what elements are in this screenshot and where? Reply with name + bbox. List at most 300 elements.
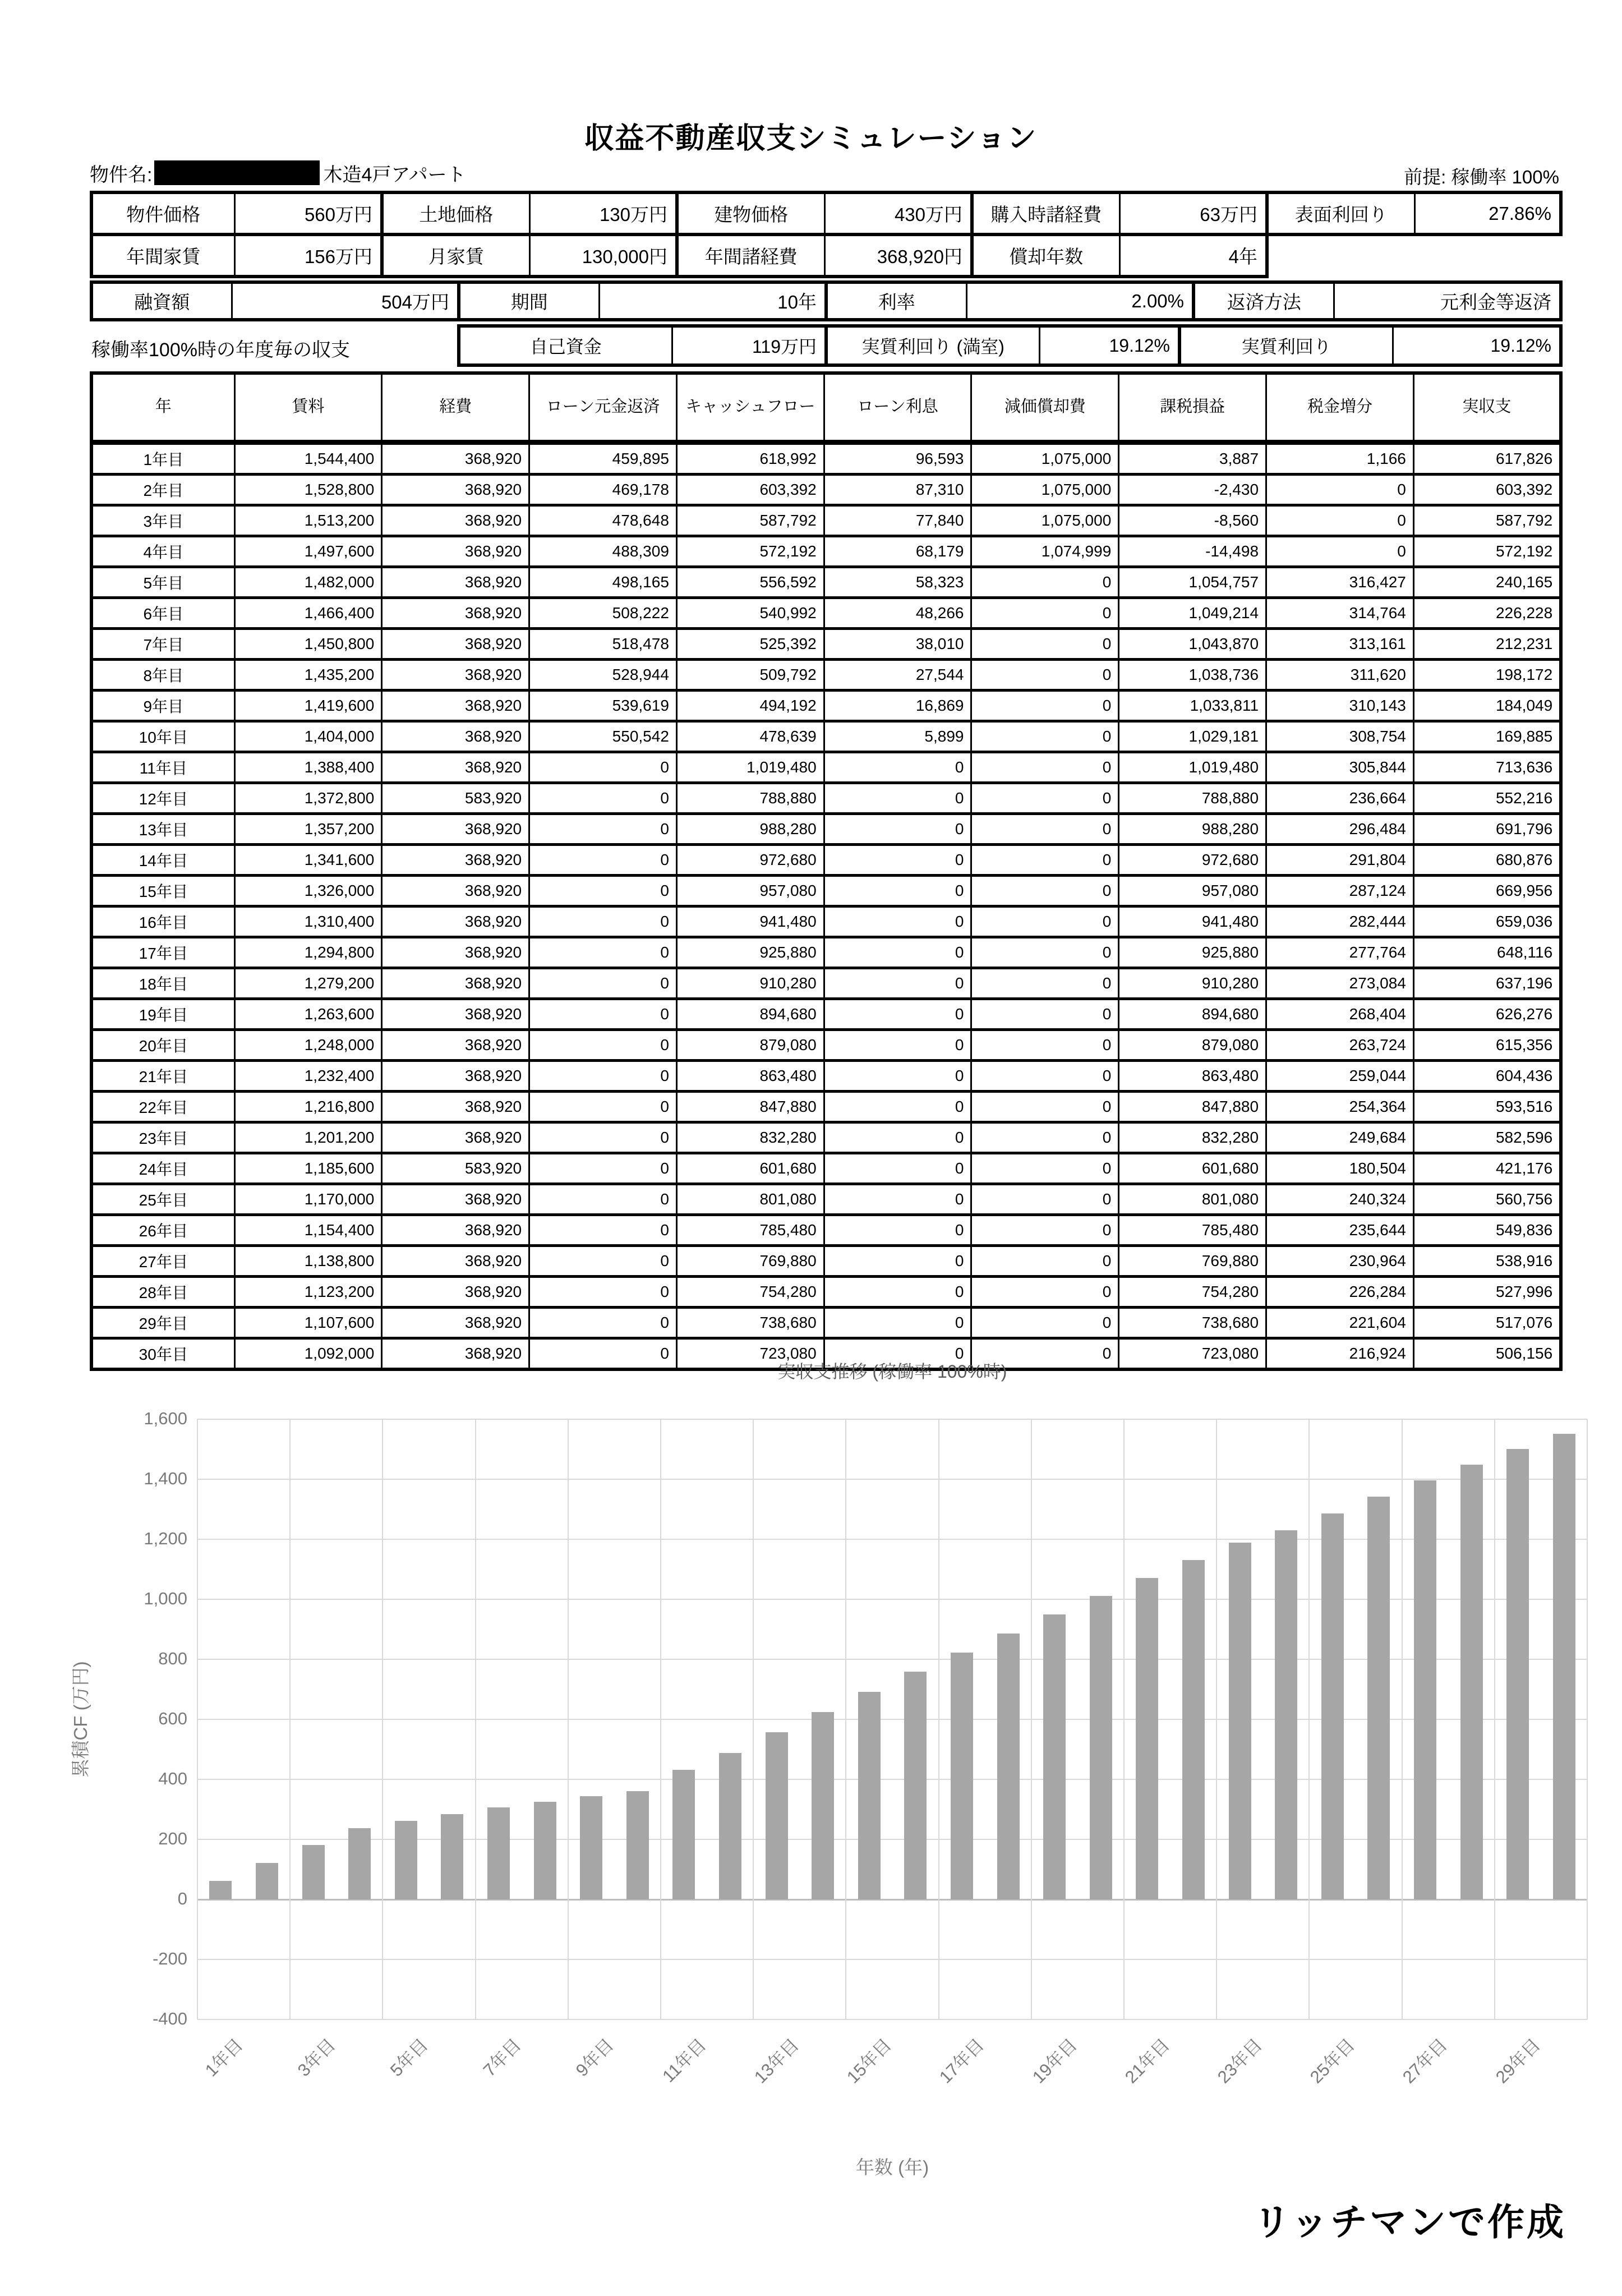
column-header: ローン元金返済	[529, 373, 677, 443]
table-row	[91, 907, 1561, 937]
value-cell: 0	[824, 1184, 971, 1215]
value-cell: 0	[824, 1061, 971, 1092]
value-cell: 583,920	[382, 1153, 529, 1184]
field-label: 月家賃	[382, 234, 529, 277]
table-row	[91, 937, 1561, 968]
value-cell: 0	[971, 1308, 1119, 1338]
value-cell: 368,920	[382, 1215, 529, 1246]
annual-section-label: 稼働率100%時の年度毎の収支	[91, 339, 350, 361]
value-cell: 0	[971, 907, 1119, 937]
value-cell: 368,920	[382, 443, 529, 475]
property-name-label: 物件名:	[90, 164, 153, 186]
value-cell: 1,075,000	[971, 475, 1119, 505]
cumulative-cf-bar	[395, 1821, 417, 1899]
x-tick-label: 17年目	[936, 2035, 988, 2087]
table-row	[91, 505, 1561, 536]
column-header: 実収支	[1413, 373, 1561, 443]
table-row	[91, 536, 1561, 567]
value-cell: 0	[529, 1030, 677, 1061]
column-header: ローン利息	[824, 373, 971, 443]
value-cell: 723,080	[676, 1338, 824, 1370]
value-cell: 0	[1266, 505, 1414, 536]
value-cell: 785,480	[1119, 1215, 1266, 1246]
value-cell: 879,080	[676, 1030, 824, 1061]
value-cell: 988,280	[1119, 814, 1266, 845]
value-cell: 582,596	[1413, 1122, 1561, 1153]
value-cell: 0	[971, 629, 1119, 660]
value-cell: 268,404	[1266, 999, 1414, 1030]
cumulative-cf-bar	[1506, 1449, 1529, 1899]
x-tick-label: 27年目	[1399, 2035, 1451, 2087]
value-cell: 0	[529, 845, 677, 876]
table-row	[91, 443, 1561, 475]
year-cell: 23年目	[91, 1122, 234, 1153]
value-cell: 648,116	[1413, 937, 1561, 968]
value-cell: 847,880	[1119, 1092, 1266, 1122]
value-cell: 77,840	[824, 505, 971, 536]
year-cell: 30年目	[91, 1338, 234, 1370]
value-cell: 368,920	[382, 1277, 529, 1308]
value-cell: 0	[529, 1246, 677, 1277]
field-label: 実質利回り (満室)	[826, 326, 1039, 365]
field-value: 430万円	[824, 192, 972, 234]
cumulative-cf-bar	[672, 1770, 695, 1899]
column-header: 税金増分	[1266, 373, 1414, 443]
field-label: 償却年数	[972, 234, 1119, 277]
value-cell: 0	[971, 598, 1119, 629]
value-cell: 0	[824, 1308, 971, 1338]
value-cell: 738,680	[1119, 1308, 1266, 1338]
year-cell: 4年目	[91, 536, 234, 567]
value-cell: 308,754	[1266, 721, 1414, 752]
cumulative-cf-bar	[812, 1712, 834, 1899]
value-cell: 0	[971, 1246, 1119, 1277]
value-cell: 550,542	[529, 721, 677, 752]
field-value: 368,920円	[824, 234, 972, 277]
value-cell: 184,049	[1413, 691, 1561, 721]
value-cell: 368,920	[382, 1338, 529, 1370]
field-label: 購入時諸経費	[972, 192, 1119, 234]
value-cell: 1,513,200	[234, 505, 382, 536]
field-value: 4年	[1119, 234, 1267, 277]
x-tick-label: 29年目	[1491, 2035, 1544, 2087]
table-row	[91, 660, 1561, 691]
value-cell: 801,080	[1119, 1184, 1266, 1215]
value-cell: 291,804	[1266, 845, 1414, 876]
value-cell: 1,263,600	[234, 999, 382, 1030]
value-cell: 788,880	[1119, 783, 1266, 814]
year-cell: 17年目	[91, 937, 234, 968]
value-cell: 311,620	[1266, 660, 1414, 691]
x-gridline	[475, 1419, 476, 2019]
value-cell: 0	[971, 968, 1119, 999]
field-label: 年間諸経費	[677, 234, 824, 277]
y-tick-label: 1,200	[144, 1529, 187, 1548]
value-cell: 556,592	[676, 567, 824, 598]
value-cell: 1,216,800	[234, 1092, 382, 1122]
value-cell: 0	[824, 999, 971, 1030]
value-cell: 0	[824, 876, 971, 907]
value-cell: 517,076	[1413, 1308, 1561, 1338]
x-gridline	[289, 1419, 291, 2019]
value-cell: 941,480	[676, 907, 824, 937]
value-cell: 68,179	[824, 536, 971, 567]
value-cell: 235,644	[1266, 1215, 1414, 1246]
field-label: 融資額	[91, 282, 232, 320]
value-cell: 226,284	[1266, 1277, 1414, 1308]
value-cell: 1,074,999	[971, 536, 1119, 567]
value-cell: 314,764	[1266, 598, 1414, 629]
field-value: 2.00%	[966, 282, 1194, 320]
table-row	[91, 1061, 1561, 1092]
table-row	[91, 1308, 1561, 1338]
value-cell: 1,341,600	[234, 845, 382, 876]
value-cell: 230,964	[1266, 1246, 1414, 1277]
value-cell: 1,107,600	[234, 1308, 382, 1338]
y-gridline	[197, 2019, 1587, 2020]
page-title: 収益不動産収支シミュレーション	[584, 122, 1038, 155]
value-cell: 368,920	[382, 505, 529, 536]
value-cell: 368,920	[382, 691, 529, 721]
field-value: 504万円	[232, 282, 459, 320]
y-tick-label: -400	[152, 2009, 187, 2028]
y-tick-label: 600	[158, 1709, 187, 1728]
value-cell: 0	[529, 752, 677, 783]
x-tick-label: 19年目	[1028, 2035, 1081, 2087]
cumulative-cf-bar	[719, 1753, 741, 1899]
field-value: 156万円	[234, 234, 382, 277]
value-cell: 0	[824, 1277, 971, 1308]
value-cell: 368,920	[382, 1246, 529, 1277]
value-cell: 0	[529, 1092, 677, 1122]
value-cell: 604,436	[1413, 1061, 1561, 1092]
value-cell: 1,388,400	[234, 752, 382, 783]
value-cell: 498,165	[529, 567, 677, 598]
value-cell: 941,480	[1119, 907, 1266, 937]
cumulative-cf-bar	[534, 1802, 556, 1899]
value-cell: 368,920	[382, 752, 529, 783]
chart-x-axis-title: 年数 (年)	[855, 2157, 929, 2178]
cumulative-cf-bar	[1321, 1513, 1344, 1899]
value-cell: 310,143	[1266, 691, 1414, 721]
value-cell: 0	[971, 1030, 1119, 1061]
field-value: 19.12%	[1393, 326, 1561, 365]
chart-title: 実収支推移 (稼働率 100%時)	[777, 1361, 1007, 1382]
x-gridline	[1123, 1419, 1125, 2019]
value-cell: 847,880	[676, 1092, 824, 1122]
value-cell: 894,680	[1119, 999, 1266, 1030]
value-cell: 3,887	[1119, 443, 1266, 475]
year-cell: 25年目	[91, 1184, 234, 1215]
value-cell: 0	[971, 783, 1119, 814]
value-cell: 769,880	[676, 1246, 824, 1277]
x-tick-label: 5年目	[386, 2035, 432, 2081]
x-tick-label: 7年目	[479, 2035, 525, 2081]
value-cell: 527,996	[1413, 1277, 1561, 1308]
value-cell: 1,466,400	[234, 598, 382, 629]
table-row	[91, 691, 1561, 721]
value-cell: 601,680	[1119, 1153, 1266, 1184]
cumulative-cf-bar-chart	[144, 1409, 1587, 2087]
value-cell: 0	[971, 876, 1119, 907]
x-gridline	[660, 1419, 661, 2019]
year-cell: 29年目	[91, 1308, 234, 1338]
value-cell: 603,392	[676, 475, 824, 505]
value-cell: 368,920	[382, 937, 529, 968]
value-cell: 506,156	[1413, 1338, 1561, 1370]
column-header: 年	[91, 373, 234, 443]
year-cell: 15年目	[91, 876, 234, 907]
x-gridline	[1031, 1419, 1032, 2019]
value-cell: 972,680	[1119, 845, 1266, 876]
value-cell: 879,080	[1119, 1030, 1266, 1061]
x-gridline	[1402, 1419, 1403, 2019]
y-gridline	[197, 1479, 1587, 1480]
year-cell: 24年目	[91, 1153, 234, 1184]
value-cell: 0	[824, 968, 971, 999]
value-cell: 603,392	[1413, 475, 1561, 505]
value-cell: 368,920	[382, 475, 529, 505]
cumulative-cf-bar	[904, 1672, 927, 1899]
value-cell: 713,636	[1413, 752, 1561, 783]
table-row	[91, 1122, 1561, 1153]
value-cell: 0	[824, 1338, 971, 1370]
value-cell: 368,920	[382, 845, 529, 876]
value-cell: 1,419,600	[234, 691, 382, 721]
value-cell: 0	[971, 1153, 1119, 1184]
value-cell: 0	[971, 691, 1119, 721]
value-cell: 1,075,000	[971, 443, 1119, 475]
value-cell: 0	[529, 937, 677, 968]
value-cell: 1,038,736	[1119, 660, 1266, 691]
value-cell: 27,544	[824, 660, 971, 691]
value-cell: 572,192	[1413, 536, 1561, 567]
value-cell: 1,049,214	[1119, 598, 1266, 629]
field-label: 建物価格	[677, 192, 824, 234]
value-cell: 0	[529, 907, 677, 937]
value-cell: 38,010	[824, 629, 971, 660]
value-cell: 910,280	[676, 968, 824, 999]
value-cell: 925,880	[1119, 937, 1266, 968]
table-row	[91, 475, 1561, 505]
value-cell: 659,036	[1413, 907, 1561, 937]
value-cell: 368,920	[382, 1092, 529, 1122]
annual-table-header	[91, 373, 1561, 443]
value-cell: 48,266	[824, 598, 971, 629]
value-cell: 16,869	[824, 691, 971, 721]
value-cell: 0	[971, 567, 1119, 598]
year-cell: 20年目	[91, 1030, 234, 1061]
table-row	[91, 1092, 1561, 1122]
field-value: 10年	[599, 282, 826, 320]
table-row	[91, 1184, 1561, 1215]
value-cell: 254,364	[1266, 1092, 1414, 1122]
value-cell: 368,920	[382, 1122, 529, 1153]
value-cell: 58,323	[824, 567, 971, 598]
year-cell: 5年目	[91, 567, 234, 598]
field-label: 土地価格	[382, 192, 529, 234]
year-cell: 19年目	[91, 999, 234, 1030]
value-cell: 0	[529, 1122, 677, 1153]
x-gridline	[1494, 1419, 1495, 2019]
property-summary-table	[90, 191, 1563, 278]
annual-cashflow-table	[90, 371, 1563, 1371]
field-value: 27.86%	[1414, 192, 1561, 234]
table-row	[91, 598, 1561, 629]
value-cell: 0	[529, 1308, 677, 1338]
y-tick-label: 1,000	[144, 1589, 187, 1608]
value-cell: 617,826	[1413, 443, 1561, 475]
x-gridline	[753, 1419, 754, 2019]
value-cell: 1,482,000	[234, 567, 382, 598]
value-cell: 305,844	[1266, 752, 1414, 783]
value-cell: 1,232,400	[234, 1061, 382, 1092]
y-gridline	[197, 1419, 1587, 1420]
cumulative-cf-bar	[580, 1796, 602, 1899]
value-cell: 1,528,800	[234, 475, 382, 505]
value-cell: 593,516	[1413, 1092, 1561, 1122]
value-cell: 459,895	[529, 443, 677, 475]
value-cell: 552,216	[1413, 783, 1561, 814]
value-cell: 1,092,000	[234, 1338, 382, 1370]
field-value: 130万円	[529, 192, 677, 234]
value-cell: 754,280	[1119, 1277, 1266, 1308]
value-cell: 1,185,600	[234, 1153, 382, 1184]
value-cell: 1,019,480	[1119, 752, 1266, 783]
value-cell: 1,054,757	[1119, 567, 1266, 598]
cumulative-cf-bar	[256, 1863, 278, 1899]
table-row	[91, 845, 1561, 876]
value-cell: 626,276	[1413, 999, 1561, 1030]
cumulative-cf-bar	[951, 1653, 973, 1899]
value-cell: 508,222	[529, 598, 677, 629]
x-tick-label: 3年目	[294, 2035, 339, 2081]
value-cell: 957,080	[1119, 876, 1266, 907]
value-cell: 0	[971, 845, 1119, 876]
value-cell: 296,484	[1266, 814, 1414, 845]
cumulative-cf-bar	[858, 1692, 881, 1899]
value-cell: 788,880	[676, 783, 824, 814]
value-cell: 368,920	[382, 999, 529, 1030]
value-cell: 832,280	[676, 1122, 824, 1153]
cumulative-cf-bar	[1460, 1465, 1483, 1899]
value-cell: 368,920	[382, 907, 529, 937]
value-cell: 1,138,800	[234, 1246, 382, 1277]
summary-row	[91, 192, 1561, 234]
value-cell: 1,154,400	[234, 1215, 382, 1246]
table-row	[91, 629, 1561, 660]
value-cell: 212,231	[1413, 629, 1561, 660]
credit-text: リッチマンで作成	[1253, 2202, 1566, 2243]
cumulative-cf-bar	[1090, 1596, 1112, 1899]
value-cell: 587,792	[676, 505, 824, 536]
value-cell: 539,619	[529, 691, 677, 721]
value-cell: 0	[824, 1092, 971, 1122]
value-cell: 0	[824, 1122, 971, 1153]
table-row	[91, 783, 1561, 814]
value-cell: 216,924	[1266, 1338, 1414, 1370]
value-cell: 263,724	[1266, 1030, 1414, 1061]
value-cell: -2,430	[1119, 475, 1266, 505]
year-cell: 7年目	[91, 629, 234, 660]
value-cell: 894,680	[676, 999, 824, 1030]
value-cell: 1,294,800	[234, 937, 382, 968]
value-cell: 169,885	[1413, 721, 1561, 752]
x-tick-label: 1年目	[201, 2035, 247, 2081]
field-label: 表面利回り	[1267, 192, 1414, 234]
year-cell: 16年目	[91, 907, 234, 937]
year-cell: 8年目	[91, 660, 234, 691]
cumulative-cf-bar	[1553, 1434, 1575, 1899]
value-cell: 957,080	[676, 876, 824, 907]
table-row	[91, 752, 1561, 783]
cumulative-cf-bar	[302, 1845, 325, 1899]
chart-y-axis-title: 累積CF (万円)	[70, 1661, 91, 1778]
x-tick-label: 25年目	[1306, 2035, 1359, 2087]
value-cell: 5,899	[824, 721, 971, 752]
value-cell: 1,544,400	[234, 443, 382, 475]
value-cell: 96,593	[824, 443, 971, 475]
value-cell: 368,920	[382, 1030, 529, 1061]
table-row	[91, 721, 1561, 752]
value-cell: 198,172	[1413, 660, 1561, 691]
y-tick-label: 800	[158, 1649, 187, 1668]
year-cell: 6年目	[91, 598, 234, 629]
value-cell: 0	[824, 1153, 971, 1184]
loan-summary-table	[90, 280, 1563, 321]
value-cell: 0	[971, 752, 1119, 783]
property-name-value: 木造4戸アパート	[323, 164, 466, 186]
annual-header-row	[91, 373, 1561, 443]
value-cell: 240,324	[1266, 1184, 1414, 1215]
cumulative-cf-bar	[1182, 1560, 1205, 1899]
value-cell: 0	[529, 999, 677, 1030]
value-cell: 0	[529, 814, 677, 845]
table-row	[91, 1030, 1561, 1061]
value-cell: 368,920	[382, 1308, 529, 1338]
field-value: 130,000円	[529, 234, 677, 277]
value-cell: 478,639	[676, 721, 824, 752]
value-cell: 494,192	[676, 691, 824, 721]
value-cell: 1,435,200	[234, 660, 382, 691]
year-cell: 12年目	[91, 783, 234, 814]
y-tick-label: 200	[158, 1829, 187, 1848]
value-cell: 368,920	[382, 876, 529, 907]
column-header: 賃料	[234, 373, 382, 443]
value-cell: 0	[1266, 536, 1414, 567]
x-gridline	[197, 1419, 198, 2019]
value-cell: 0	[971, 1184, 1119, 1215]
value-cell: 669,956	[1413, 876, 1561, 907]
cumulative-cf-bar	[209, 1881, 232, 1899]
value-cell: 738,680	[676, 1308, 824, 1338]
value-cell: 528,944	[529, 660, 677, 691]
value-cell: 0	[971, 721, 1119, 752]
value-cell: 0	[529, 783, 677, 814]
value-cell: 769,880	[1119, 1246, 1266, 1277]
column-header: 減価償却費	[971, 373, 1119, 443]
value-cell: 0	[529, 1338, 677, 1370]
field-label: 返済方法	[1194, 282, 1334, 320]
value-cell: 180,504	[1266, 1153, 1414, 1184]
value-cell: 1,019,480	[676, 752, 824, 783]
value-cell: 723,080	[1119, 1338, 1266, 1370]
value-cell: 1,279,200	[234, 968, 382, 999]
property-name-line	[90, 158, 466, 187]
field-label: 年間家賃	[91, 234, 234, 277]
value-cell: 538,916	[1413, 1246, 1561, 1277]
value-cell: 509,792	[676, 660, 824, 691]
